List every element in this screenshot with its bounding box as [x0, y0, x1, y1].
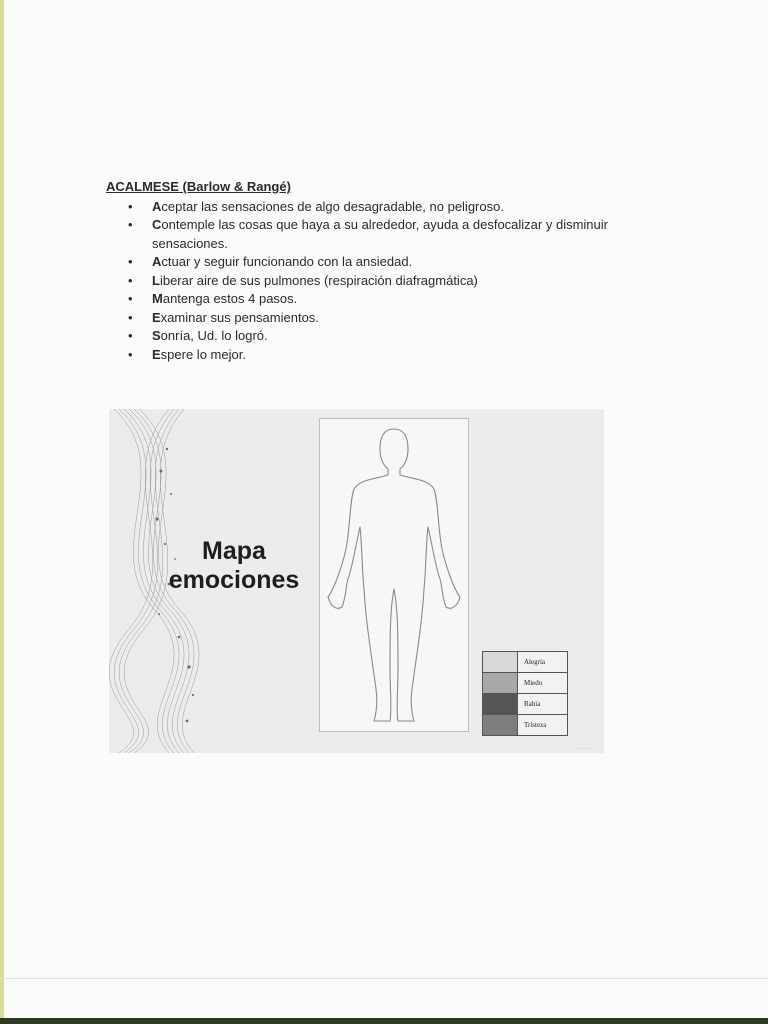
- legend-row-rabia: [483, 694, 567, 715]
- step-text: ontemple las cosas que haya a su alrededor, ayuda a desfocalizar y disminuir sensaciones.: [152, 217, 608, 251]
- bullet-icon: •: [128, 309, 133, 325]
- step-text: xaminar sus pensamientos.: [160, 309, 319, 325]
- step-text: antenga estos 4 pasos.: [162, 291, 298, 306]
- step-text: iberar aire de sus pulmones (respiración diafragmática): [159, 272, 478, 288]
- legend-swatch: [483, 694, 518, 714]
- legend-label: Alegría: [518, 652, 567, 672]
- legend-swatch: [483, 715, 518, 735]
- step-text: ceptar las sensaciones de algo desagradable, no peligroso.: [161, 198, 504, 214]
- step-text: onría, Ud. lo logró.: [160, 328, 268, 343]
- step-text: spere lo mejor.: [160, 346, 246, 362]
- list-item: [106, 253, 646, 272]
- list-item: [106, 272, 646, 291]
- page-fold-line: [0, 978, 768, 979]
- emotion-legend: [482, 651, 568, 736]
- steps-list: [106, 198, 646, 365]
- legend-row-tristeza: [483, 715, 567, 736]
- acalmese-section: [106, 178, 646, 364]
- human-body-icon: [320, 419, 468, 731]
- bullet-icon: •: [128, 346, 133, 362]
- step-initial: L: [152, 272, 160, 288]
- bullet-icon: •: [128, 291, 133, 306]
- bullet-icon: •: [128, 254, 133, 269]
- step-text: ctuar y seguir funcionando con la ansiedad.: [161, 254, 413, 269]
- figure-title-line2: emociones: [168, 566, 300, 594]
- step-initial: M: [152, 291, 163, 306]
- step-initial: C: [152, 217, 162, 232]
- legend-label: Miedo: [518, 673, 567, 693]
- bullet-icon: •: [128, 217, 133, 232]
- page-edge-left: [0, 0, 4, 1024]
- list-item: [106, 327, 646, 346]
- legend-swatch: [483, 673, 518, 693]
- legend-swatch: [483, 652, 518, 672]
- step-initial: S: [152, 328, 161, 343]
- list-item: [106, 290, 646, 309]
- list-item: [106, 346, 646, 365]
- step-initial: E: [152, 346, 161, 362]
- list-item: [106, 309, 646, 328]
- figure-title-line1: Mapa: [202, 537, 266, 565]
- bullet-icon: •: [128, 328, 133, 343]
- legend-row-miedo: [483, 673, 567, 694]
- step-initial: E: [152, 309, 161, 325]
- figure-credit: ········ ······ ·····: [573, 746, 594, 750]
- page-edge-bottom: [0, 1018, 768, 1024]
- list-item: [106, 216, 646, 253]
- body-outline-panel: [319, 418, 469, 732]
- emotion-map-figure: [109, 409, 604, 753]
- legend-label: Rabia: [518, 694, 567, 714]
- figure-title: [149, 537, 319, 595]
- bullet-icon: •: [128, 272, 133, 288]
- legend-label: Tristeza: [518, 715, 567, 735]
- section-title: ACALMESE (Barlow & Rangé): [106, 179, 291, 194]
- bullet-icon: •: [128, 198, 133, 214]
- step-initial: A: [152, 198, 162, 214]
- step-initial: A: [152, 254, 162, 269]
- legend-row-alegria: [483, 652, 567, 673]
- list-item: [106, 198, 646, 217]
